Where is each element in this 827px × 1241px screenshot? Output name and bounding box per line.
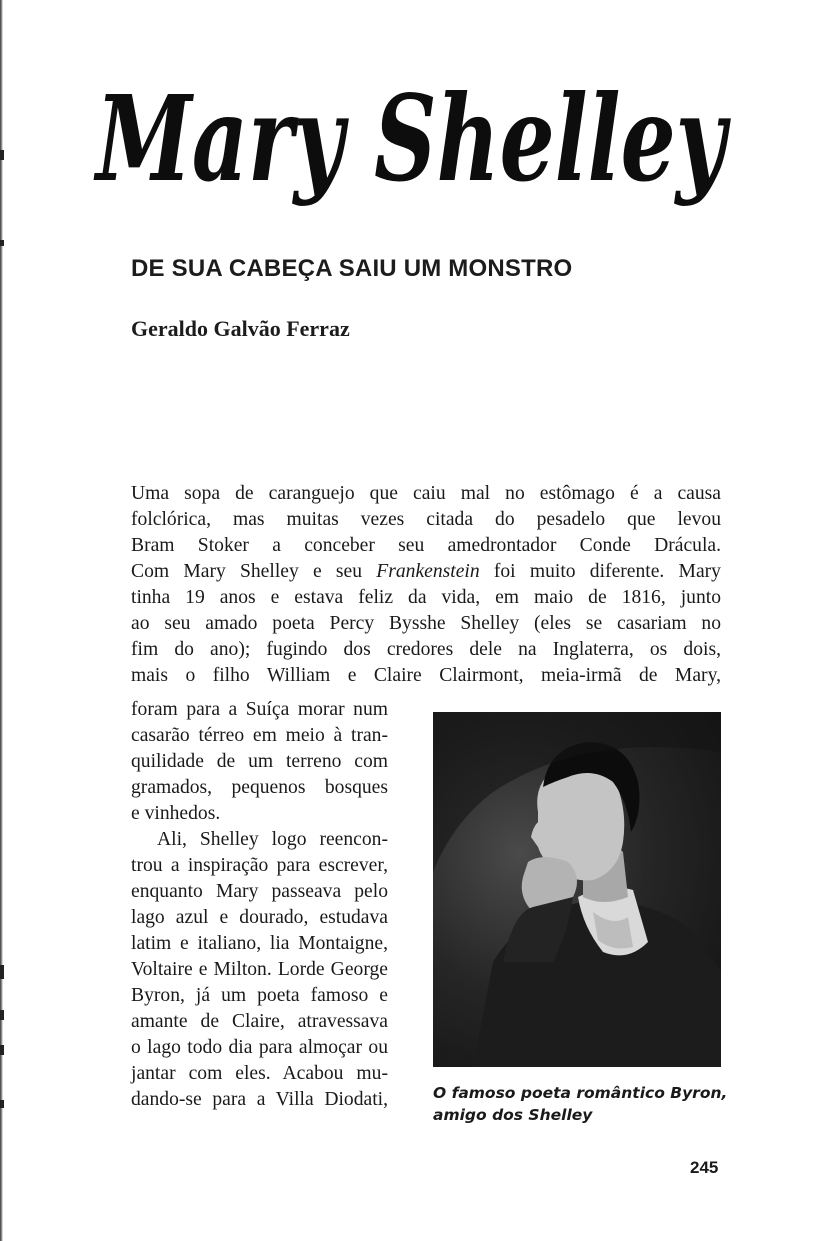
- column-line: Voltaire e Milton. Lorde George: [131, 959, 388, 980]
- body-line: Bram Stoker a conceber seu amedrontador Conde Drácula.: [131, 535, 721, 556]
- edge-mark: [0, 1045, 4, 1055]
- body-line-frankenstein: [131, 559, 721, 585]
- column-line: amante de Claire, atravessava: [131, 1011, 388, 1032]
- edge-mark: [0, 965, 4, 979]
- byron-portrait: [433, 712, 721, 1067]
- author-name: Geraldo Galvão Ferraz: [131, 316, 350, 341]
- page-number: 245: [690, 1158, 719, 1177]
- column-line: latim e italiano, lia Montaigne,: [131, 933, 388, 954]
- caption-line: O famoso poeta romântico Byron,: [433, 1084, 728, 1102]
- body-text: Com Mary Shelley e seu: [131, 561, 377, 582]
- column-line: jantar com eles. Acabou mu-: [131, 1063, 388, 1084]
- body-line: fim do ano); fugindo dos credores dele na Inglaterra, os dois,: [131, 639, 721, 660]
- column-line-indent: Ali, Shelley logo reencon-: [157, 829, 388, 850]
- edge-mark: [0, 1010, 4, 1020]
- body-line: ao seu amado poeta Percy Bysshe Shelley (eles se casariam no: [131, 613, 721, 634]
- edge-mark: [0, 240, 4, 246]
- column-line: quilidade de um terreno com: [131, 751, 388, 772]
- script-title: [86, 62, 736, 242]
- book-title-frankenstein: Frankenstein: [376, 561, 480, 582]
- script-title-text: Mary Shelley: [93, 69, 732, 208]
- body-line: tinha 19 anos e estava feliz da vida, em maio de 1816, junto: [131, 587, 721, 608]
- body-line: folclórica, mas muitas vezes citada do pesadelo que levou: [131, 509, 721, 530]
- column-line: Byron, já um poeta famoso e: [131, 985, 388, 1006]
- column-line: o lago todo dia para almoçar ou: [131, 1037, 388, 1058]
- article-subtitle: DE SUA CABEÇA SAIU UM MONSTRO: [131, 255, 573, 282]
- column-line: gramados, pequenos bosques: [131, 777, 388, 798]
- body-text: foi muito diferente. Mary: [479, 561, 721, 582]
- body-line: Uma sopa de caranguejo que caiu mal no estômago é a causa: [131, 483, 721, 504]
- column-line: e vinhedos.: [131, 803, 221, 824]
- body-line: mais o filho William e Claire Clairmont, meia-irmã de Mary,: [131, 665, 721, 686]
- column-line: casarão térreo em meio à tran-: [131, 725, 388, 746]
- figure-caption: [433, 1082, 733, 1126]
- edge-mark: [0, 150, 4, 160]
- edge-mark: [0, 1100, 4, 1108]
- column-line: lago azul e dourado, estudava: [131, 907, 388, 928]
- column-line: trou a inspiração para escrever,: [131, 855, 388, 876]
- caption-line: amigo dos Shelley: [433, 1106, 593, 1124]
- column-line: dando-se para a Villa Diodati,: [131, 1089, 388, 1110]
- column-line: foram para a Suíça morar num: [131, 699, 388, 720]
- column-line: enquanto Mary passeava pelo: [131, 881, 388, 902]
